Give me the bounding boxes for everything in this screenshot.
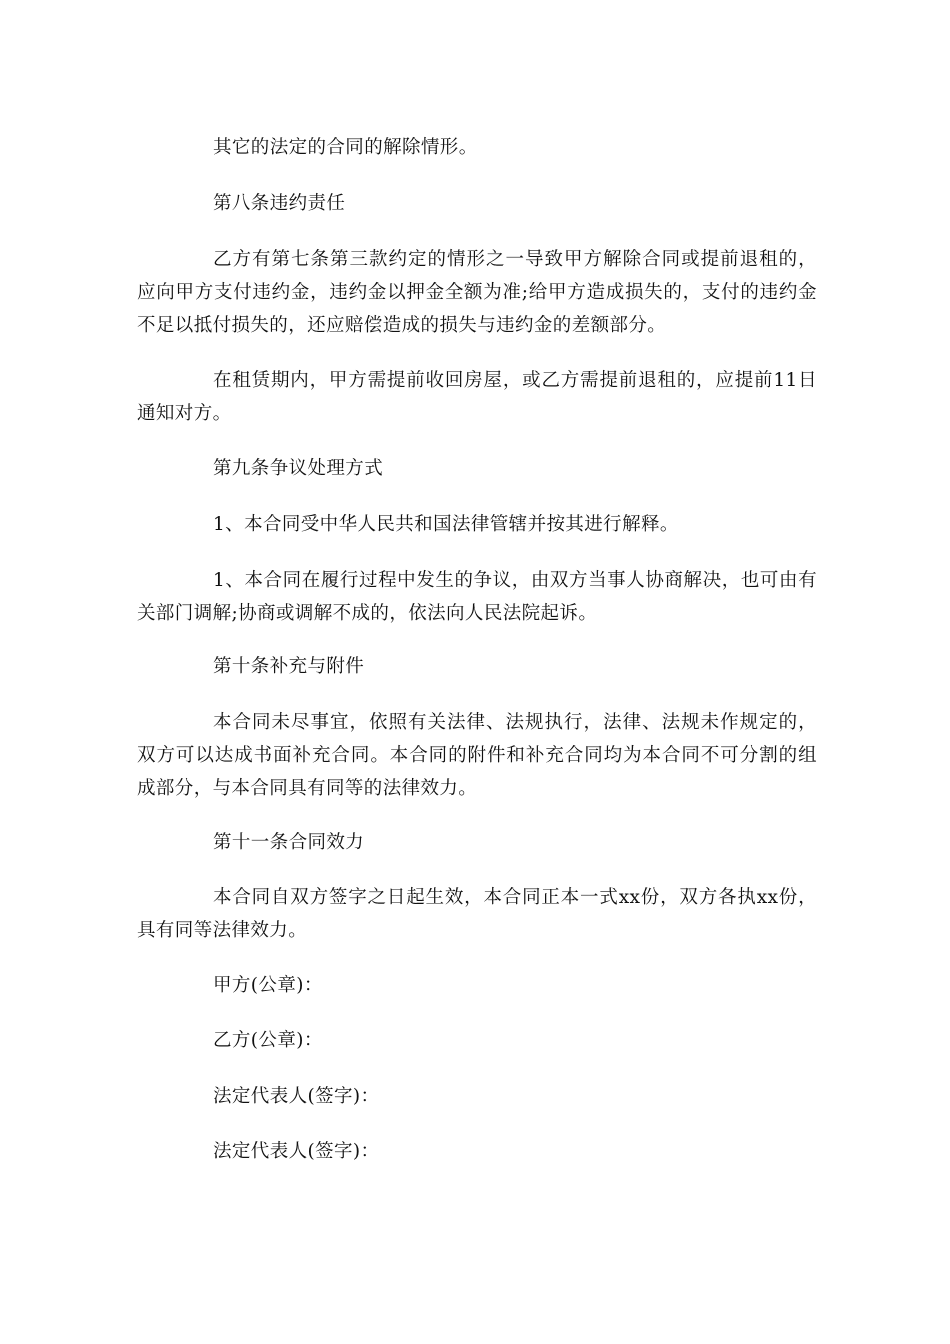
paragraph-article-10-supplements: 本合同未尽事宜，依照有关法律、法规执行，法律、法规未作规定的，双方可以达成书面补充合同。本合同的附件和补充合同均为本合同不可分割的组成部分，与本合同具有同等的法律效力。 bbox=[137, 712, 817, 799]
heading-article-10: 第十条补充与附件 bbox=[213, 656, 365, 677]
heading-article-11: 第十一条合同效力 bbox=[213, 832, 365, 853]
paragraph-article-8-early-termination: 在租赁期内，甲方需提前收回房屋，或乙方需提前退租的，应提前11日通知对方。 bbox=[137, 370, 817, 424]
heading-article-9: 第九条争议处理方式 bbox=[213, 458, 384, 479]
signature-legal-rep-b: 法定代表人(签字)： bbox=[213, 1141, 380, 1162]
paragraph-article-11-effectiveness: 本合同自双方签字之日起生效，本合同正本一式xx份，双方各执xx份，具有同等法律效力。 bbox=[137, 887, 817, 941]
paragraph-article-8-liquidated-damages: 乙方有第七条第三款约定的情形之一导致甲方解除合同或提前退租的，应向甲方支付违约金，违约金以押金全额为准;给甲方造成损失的，支付的违约金不足以抵付损失的，还应赔偿造成的损失与违约金的差额部分。 bbox=[137, 249, 817, 336]
paragraph-article-9-governing-law: 1、本合同受中华人民共和国法律管辖并按其进行解释。 bbox=[213, 514, 679, 535]
signature-legal-rep-a: 法定代表人(签字)： bbox=[213, 1086, 380, 1107]
signature-party-b-seal: 乙方(公章)： bbox=[213, 1030, 323, 1051]
paragraph-termination-other: 其它的法定的合同的解除情形。 bbox=[213, 137, 478, 158]
signature-party-a-seal: 甲方(公章)： bbox=[213, 975, 323, 996]
heading-article-8: 第八条违约责任 bbox=[213, 193, 346, 214]
paragraph-article-9-dispute-resolution: 1、本合同在履行过程中发生的争议，由双方当事人协商解决，也可由有关部门调解;协商或调解不成的，依法向人民法院起诉。 bbox=[137, 570, 817, 624]
